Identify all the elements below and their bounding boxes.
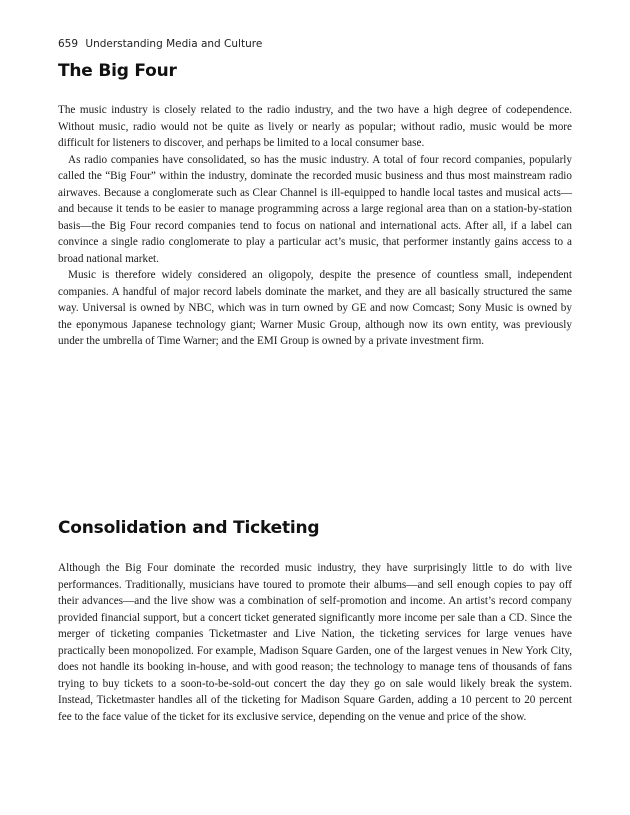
paragraph: Although the Big Four dominate the recorded music industry, they have surprisingly little to do with live performances. Traditionally, musicians have toured to promote their albums—and sell enough copies to pay off their advances—and the live show was a combination of self-promotion and income. An artist’s record company provided financial support, but a concert ticket generated significantly more income per sale than a CD. Since the merger of ticketing companies Ticketmaster and Live Nation, the ticketing services for large venues have practically been monopolized. For example, Madison Square Garden, one of the largest venues in New York City, does not handle its booking in-house, and with good reason; the technology to manage tens of thousands of fans trying to buy tickets to a soon-to-be-sold-out concert the day they go on sale would likely break the system. Instead, Ticketmaster handles all of the ticketing for Madison Square Garden, adding a 10 percent to 20 percent fee to the face value of the ticket for its exclusive service, depending on the venue and price of the show. (58, 562, 572, 723)
page-number: 659 (58, 38, 79, 50)
paragraph: As radio companies have consolidated, so has the music industry. A total of four record companies, popularly called the “Big Four” within the industry, dominate the recorded music business and thus most mainstream radio airwaves. Because a conglomerate such as Clear Channel is ill-equipped to handle local tastes and musical acts—and because it tends to be easier to manage programming across a large regional area than on a station-by-station basis—the Big Four record companies tend to focus on national and international acts. After all, if a label can convince a single radio conglomerate to play a particular act’s music, that performer instantly gains access to a broad national market. (58, 153, 572, 265)
section-heading-consolidation-and-ticketing: Consolidation and Ticketing (58, 518, 320, 538)
book-title: Understanding Media and Culture (85, 38, 263, 50)
paragraph: The music industry is closely related to the radio industry, and the two have a high degree of codependence. Without music, radio would not be quite as lively or nearly as popular; without radio, music would be more difficult for listeners to discover, and perhaps be limited to a local consumer base. (58, 104, 572, 149)
paragraph: Music is therefore widely considered an oligopoly, despite the presence of countless small, independent companies. A handful of major record labels dominate the market, and they are all basically structured the same way. Universal is owned by NBC, which was in turn owned by GE and now Comcast; Sony Music is owned by the eponymous Japanese technology giant; Warner Music Group, although now its own entity, was previously under the umbrella of Time Warner; and the EMI Group is owned by a private investment firm. (58, 269, 572, 347)
section-body-big-four (58, 102, 572, 350)
section-body-consolidation-and-ticketing (58, 560, 572, 725)
section-heading-big-four: The Big Four (58, 61, 177, 81)
running-header (58, 38, 262, 50)
